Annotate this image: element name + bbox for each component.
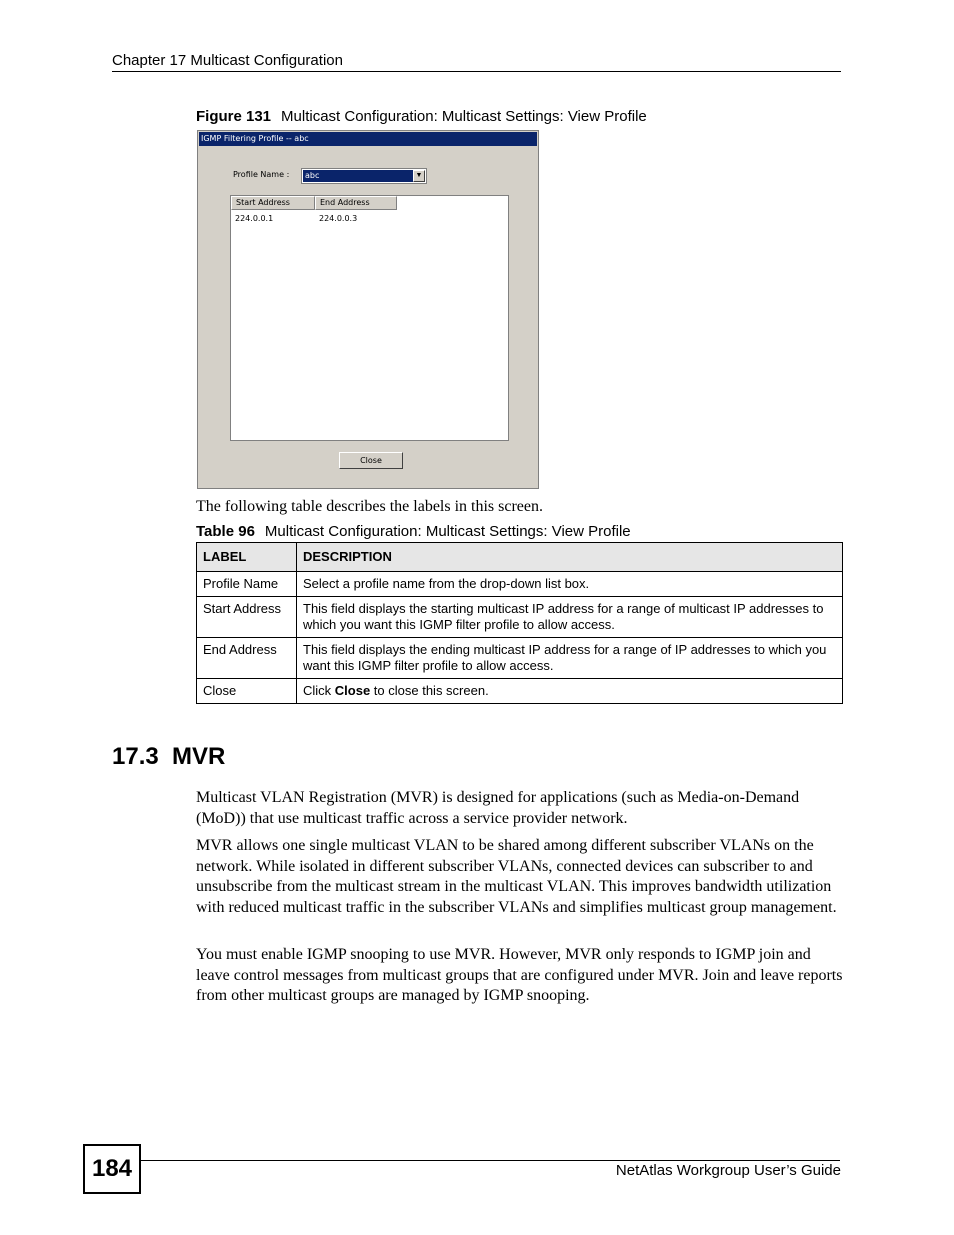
chapter-header: Chapter 17 Multicast Configuration: [112, 52, 343, 69]
row-label: Start Address: [197, 597, 297, 638]
figure-caption: [196, 108, 647, 125]
igmp-profile-window: [197, 130, 539, 489]
table-row: [197, 679, 843, 704]
paragraph: You must enable IGMP snooping to use MVR. However, MVR only responds to IGMP join and leave control messages from multicast groups that are configured under MVR. Join and leave reports from other multicast groups are managed by IGMP snooping.: [196, 946, 843, 1004]
description-table: [196, 542, 843, 704]
desc-post: to close this screen.: [370, 683, 489, 698]
profile-name-label: Profile Name :: [233, 170, 290, 179]
guide-title: NetAtlas Workgroup User’s Guide: [615, 1162, 841, 1179]
header-description: DESCRIPTION: [297, 543, 843, 572]
desc-pre: Click: [303, 683, 335, 698]
row-label: Close: [197, 679, 297, 704]
table-caption: [196, 523, 631, 540]
profile-name-select[interactable]: [301, 168, 427, 184]
row-description: This field displays the starting multicast IP address for a range of multicast IP addresses to which you want this IGMP filter profile to allow access.: [297, 597, 843, 638]
footer-rule: [141, 1160, 840, 1161]
address-list[interactable]: [230, 195, 509, 441]
figure-label: Figure 131: [196, 108, 272, 125]
figure-caption-text: Multicast Configuration: Multicast Settings: View Profile: [281, 108, 647, 125]
table-row: [197, 572, 843, 597]
section-title: 17.3 MVR: [112, 743, 226, 770]
table-header-row: [197, 543, 843, 572]
profile-name-value: abc: [303, 170, 413, 182]
row-label: Profile Name: [197, 572, 297, 597]
row-start-address: 224.0.0.1: [235, 214, 274, 223]
header-rule: [112, 71, 841, 72]
paragraph: MVR allows one single multicast VLAN to be shared among different subscriber VLANs on the network. While isolated in different subscriber VLANs, connected devices can subscriber to and unsubscribe from the multicast stream in the multicast VLAN. This improves bandwidth utilization with reduced multicast traffic in the subscriber VLANs and simplifies multicast group management.: [196, 837, 837, 916]
table-caption-text: Multicast Configuration: Multicast Settings: View Profile: [264, 523, 631, 540]
column-header-start-address[interactable]: Start Address: [231, 196, 315, 210]
table-row: [197, 597, 843, 638]
table-label: Table 96: [196, 523, 255, 540]
header-label: LABEL: [197, 543, 297, 572]
row-description: This field displays the ending multicast IP address for a range of IP addresses to which you want this IGMP filter profile to allow access.: [297, 638, 843, 679]
intro-text: The following table describes the labels in this screen.: [196, 498, 544, 515]
row-description: [297, 679, 843, 704]
desc-bold: Close: [334, 683, 371, 698]
row-label: End Address: [197, 638, 297, 679]
page-number: 184: [83, 1144, 141, 1194]
paragraph: Multicast VLAN Registration (MVR) is designed for applications (such as Media-on-Demand (MoD)) that use multicast traffic across a service provider network.: [196, 789, 800, 827]
row-description: Select a profile name from the drop-down list box.: [297, 572, 843, 597]
chevron-down-icon[interactable]: ▼: [413, 170, 425, 182]
column-header-end-address[interactable]: End Address: [315, 196, 397, 210]
window-title: IGMP Filtering Profile -- abc: [199, 132, 537, 146]
row-end-address: 224.0.0.3: [319, 214, 358, 223]
table-row: [197, 638, 843, 679]
close-button[interactable]: Close: [339, 452, 403, 469]
